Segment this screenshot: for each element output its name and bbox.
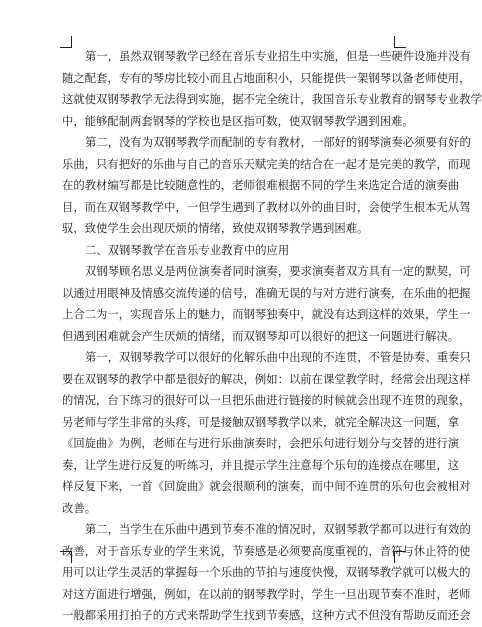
text-line: 在的教材编写都是比较随意性的，老师很难根据不同的学生来选定合适的演奏曲 [62,179,460,192]
text-line: 一般都采用打拍子的方式来帮助学生找到节奏感，这种方式不但没有帮助反而还会 [62,609,471,622]
text-line: 驭，致使学生会出现厌烦的情绪，致使双钢琴教学遇到困难。 [62,222,369,235]
text-line: 样反复下来，一首《回旋曲》就会很顺利的演奏，而中间不连贯的乐句也会被相对 [62,480,471,493]
text-line: 对这方面进行增强，例如，在以前的钢琴教学时，学生一旦出现节奏不准时，老师 [62,587,471,601]
text-line: 要在双钢琴的教学中都是很好的解决，例如：以前在课堂教学时，经常会出现这样 [62,372,471,386]
text-line: 这就使双钢琴教学无法得到实施，据不完全统计，我国音乐专业教育的钢琴专业教学 [62,93,482,106]
text-line: 的情况，台下练习的很好可以一旦把乐曲进行链接的时候就会出现不连贯的现象， [62,394,471,407]
text-line: 另老师与学生非常的头疼，可是接触双钢琴教学以来，就完全解决这一问题，拿 [62,415,460,429]
text-line: 但遇到困难就会产生厌烦的情绪，而双钢琴却可以很好的把这一问题进行解决。 [62,329,460,343]
text-line: 第二，没有为双钢琴教学而配制的专有教材，一部好的钢琴演奏必须要有好的 [85,136,471,149]
text-line: 第二，当学生在乐曲中遇到节奏不准的情况时，双钢琴教学都可以进行有效的 [85,523,471,536]
text-line: 上合二为一，实现音乐上的魅力，而钢琴独奏中，就没有达到这样的效果，学生一 [62,308,471,321]
text-line: 双钢琴顾名思义是两位演奏者同时演奏，要求演奏者双方具有一定的默契，可 [85,265,471,278]
text-line: 第一，双钢琴教学可以很好的化解乐曲中出现的不连贯，不管是协奏、重奏只 [85,351,471,364]
text-line: 随之配套，专有的琴房比较小而且占地面积小，只能提供一架钢琴以备老师使用， [62,71,471,85]
text-line: 目，而在双钢琴教学中，一但学生遇到了教材以外的曲目时，会使学生根本无从驾 [62,200,471,214]
text-line: 中，能够配制两套钢琴的学校也是区指可数，使双钢琴教学遇到困难。 [62,114,414,128]
text-line: 乐曲，只有把好的乐曲与自己的音乐天赋完美的结合在一起才是完美的教学，而现 [62,157,471,171]
text-line: 用可以让学生灵活的掌握每一个乐曲的节拍与速度快慢，双钢琴教学就可以极大的 [62,566,471,579]
text-line: 第一，虽然双钢琴教学已经在音乐专业招生中实施，但是一些硬件设施并没有 [85,50,471,63]
text-line: 改善。 [62,501,97,515]
section-heading: 二、双钢琴教学在音乐专业教育中的应用 [85,243,290,257]
text-line: 奏，让学生进行反复的听练习，并且提示学生注意每个乐句的连接点在哪里，这 [62,458,460,472]
text-line: 《回旋曲》为例，老师在与进行乐曲演奏时，会把乐句进行划分与交替的进行演 [62,437,460,450]
text-line: 以通过用眼神及情感交流传递的信号，准确无误的与对方进行演奏，在乐曲的把握 [62,286,471,300]
body-text [62,46,482,627]
text-line: 改善，对于音乐专业的学生来说，节奏感是必须要高度重视的，音符与休止符的使 [62,544,471,558]
